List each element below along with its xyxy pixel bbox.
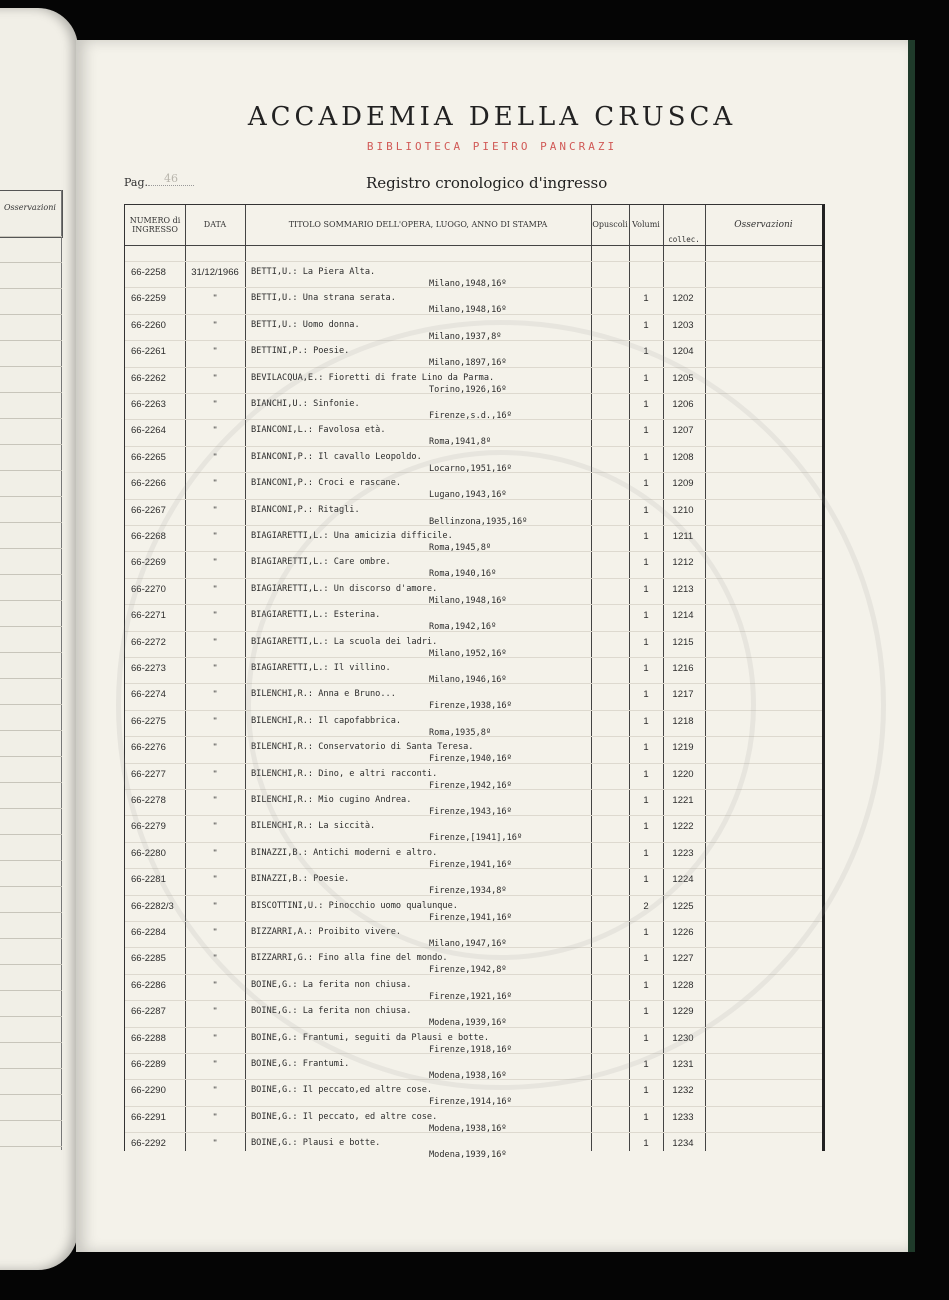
entry-number: 66-2267 xyxy=(131,504,166,516)
entry-volumes: 1 xyxy=(643,319,649,331)
entry-number: 66-2284 xyxy=(131,927,166,938)
entry-date: " xyxy=(213,1006,217,1018)
entry-title: BINAZZI,B.: Poesie. xyxy=(251,874,350,885)
entry-number: 66-2264 xyxy=(131,425,166,437)
entry-title: BIZZARRI,G.: Fino alla fine del mondo. xyxy=(251,953,448,964)
entry-volumes: 1 xyxy=(643,1032,649,1044)
entry-number: 66-2265 xyxy=(131,451,166,463)
entry-title: BOINE,G.: La ferita non chiusa. xyxy=(251,979,412,990)
entry-volumes: 1 xyxy=(643,425,649,437)
entry-collocation: 1226 xyxy=(672,927,694,938)
entry-title: BILENCHI,R.: Il capofabbrica. xyxy=(251,715,402,726)
entry-place: Milano,1952,16º xyxy=(429,648,507,659)
entry-number: 66-2260 xyxy=(131,319,166,331)
entry-number: 66-2271 xyxy=(131,610,166,622)
left-page-line xyxy=(0,366,62,367)
entry-collocation: 1208 xyxy=(672,451,694,463)
entry-title: BIZZARRI,A.: Proibito vivere. xyxy=(251,927,402,937)
left-page-line xyxy=(0,470,62,471)
entry-collocation: 1218 xyxy=(672,715,694,727)
entry-volumes: 1 xyxy=(643,293,649,305)
left-page-line xyxy=(0,262,62,263)
entry-place: Firenze,1942,16º xyxy=(429,780,512,791)
table-row xyxy=(125,340,822,367)
left-page-line xyxy=(0,496,62,497)
table-row xyxy=(125,1000,822,1027)
left-page-line xyxy=(0,392,62,393)
entry-date: " xyxy=(213,531,217,542)
left-page-line xyxy=(0,730,62,731)
col-head-volumi: Volumi xyxy=(632,220,660,230)
entry-number: 66-2285 xyxy=(131,953,166,965)
entry-date: " xyxy=(213,1032,217,1044)
left-page-header xyxy=(0,190,63,238)
col-head-titolo: TITOLO SOMMARIO DELL'OPERA, LUOGO, ANNO DI STAMPA xyxy=(288,220,548,230)
entry-place: Milano,1948,16º xyxy=(429,595,507,606)
entry-place: Milano,1948,16º xyxy=(429,305,507,316)
left-page-line xyxy=(0,990,62,991)
table-row xyxy=(125,895,822,922)
entry-title: BILENCHI,R.: Conservatorio di Santa Teresa. xyxy=(251,742,474,753)
entry-date: " xyxy=(213,319,217,331)
left-page-line xyxy=(0,678,62,679)
entry-place: Firenze,1940,16º xyxy=(429,754,512,765)
table-row xyxy=(125,1027,822,1054)
entry-volumes: 1 xyxy=(643,1006,649,1018)
left-page-line xyxy=(0,782,62,783)
entry-collocation: 1205 xyxy=(672,372,694,384)
entry-date: " xyxy=(213,821,217,833)
entry-title: BIANCONI,P.: Il cavallo Leopoldo. xyxy=(251,451,422,462)
table-row xyxy=(125,842,822,869)
entry-number: 66-2269 xyxy=(131,557,166,569)
entry-place: Milano,1937,8º xyxy=(429,331,502,342)
entry-number: 66-2275 xyxy=(131,715,166,727)
entry-volumes: 1 xyxy=(643,1085,649,1097)
entry-collocation: 1217 xyxy=(672,689,694,701)
left-page-line xyxy=(0,548,62,549)
entry-number: 66-2280 xyxy=(131,847,166,859)
entry-place: Modena,1939,16º xyxy=(429,1018,507,1029)
table-row xyxy=(125,1053,822,1080)
left-page-line xyxy=(0,808,62,809)
entry-place: Firenze,[1941],16º xyxy=(429,833,523,844)
table-row xyxy=(125,604,822,631)
left-page-line xyxy=(0,756,62,757)
table-row xyxy=(125,499,822,526)
page-number-label: Pag. xyxy=(124,176,149,189)
entry-date: " xyxy=(213,953,217,965)
left-page-line xyxy=(0,938,62,939)
entry-title: BINAZZI,B.: Antichi moderni e altro. xyxy=(251,847,438,858)
entry-number: 66-2279 xyxy=(131,821,166,833)
entry-collocation: 1204 xyxy=(672,346,694,358)
entry-volumes: 1 xyxy=(643,927,649,938)
entry-collocation: 1212 xyxy=(672,557,694,569)
entry-title: BIANCHI,U.: Sinfonie. xyxy=(251,399,360,409)
table-row xyxy=(125,578,822,605)
entry-place: Milano,1948,16º xyxy=(429,279,507,289)
entry-place: Bellinzona,1935,16º xyxy=(429,516,528,527)
entry-title: BIAGIARETTI,L.: La scuola dei ladri. xyxy=(251,636,438,647)
entry-title: BISCOTTINI,U.: Pinocchio uomo qualunque. xyxy=(251,900,458,911)
entry-collocation: 1213 xyxy=(672,583,694,595)
entry-title: BOINE,G.: Frantumi, seguiti da Plausi e botte. xyxy=(251,1032,489,1043)
table-row xyxy=(125,631,822,658)
col-head-numero: NUMERO di INGRESSO xyxy=(129,215,181,234)
col-head-opuscoli: Opuscoli xyxy=(592,220,628,230)
entry-volumes: 1 xyxy=(643,504,649,516)
entry-date: " xyxy=(213,742,217,754)
table-row xyxy=(125,367,822,394)
entry-place: Firenze,1941,16º xyxy=(429,859,512,870)
entry-collocation: 1215 xyxy=(672,636,694,648)
entry-title: BILENCHI,R.: Mio cugino Andrea. xyxy=(251,795,412,805)
left-page-line xyxy=(0,600,62,601)
entry-place: Firenze,1934,8º xyxy=(429,886,507,897)
entry-collocation: 1210 xyxy=(672,504,694,516)
entry-volumes: 1 xyxy=(643,689,649,701)
entry-collocation: 1203 xyxy=(672,319,694,331)
entry-collocation: 1219 xyxy=(672,742,694,754)
entry-collocation: 1231 xyxy=(672,1059,694,1070)
entry-collocation: 1221 xyxy=(672,795,694,806)
entry-date: " xyxy=(213,795,217,806)
entry-volumes: 1 xyxy=(643,847,649,859)
entry-date: " xyxy=(213,900,217,912)
table-row xyxy=(125,446,822,473)
entry-place: Roma,1935,8º xyxy=(429,727,492,738)
entry-date: " xyxy=(213,874,217,886)
entry-place: Milano,1897,16º xyxy=(429,358,507,369)
table-row xyxy=(125,947,822,974)
entry-volumes: 1 xyxy=(643,531,649,542)
entry-collocation: 1211 xyxy=(672,531,694,542)
entry-title: BIAGIARETTI,L.: Il villino. xyxy=(251,663,391,673)
entry-volumes: 1 xyxy=(643,451,649,463)
entry-date: " xyxy=(213,1138,217,1150)
entry-date: " xyxy=(213,689,217,701)
table-row xyxy=(125,314,822,341)
entry-place: Modena,1939,16º xyxy=(429,1150,507,1161)
left-page-line xyxy=(0,704,62,705)
entry-volumes: 1 xyxy=(643,663,649,674)
entry-volumes: 2 xyxy=(643,900,649,912)
table-row xyxy=(125,710,822,737)
entry-date: " xyxy=(213,1059,217,1070)
entry-number: 66-2259 xyxy=(131,293,166,305)
left-page-line xyxy=(0,964,62,965)
entry-place: Modena,1938,16º xyxy=(429,1123,507,1134)
entry-number: 66-2258 xyxy=(131,267,166,278)
left-page-rule xyxy=(61,190,62,1150)
table-row xyxy=(125,393,822,420)
entry-place: Firenze,1941,16º xyxy=(429,912,512,923)
entry-date: " xyxy=(213,1085,217,1097)
left-page-line xyxy=(0,340,62,341)
entry-place: Torino,1926,16º xyxy=(429,384,507,395)
entry-place: Milano,1947,16º xyxy=(429,939,507,949)
entry-title: BIANCONI,P.: Croci e rascane. xyxy=(251,478,402,489)
left-page-line xyxy=(0,1094,62,1095)
entry-date: " xyxy=(213,557,217,569)
entry-collocation: 1224 xyxy=(672,874,694,886)
entry-number: 66-2276 xyxy=(131,742,166,754)
entry-place: Firenze,s.d.,16º xyxy=(429,411,512,421)
entry-collocation: 1232 xyxy=(672,1085,694,1097)
entry-volumes: 1 xyxy=(643,742,649,754)
table-row xyxy=(125,472,822,499)
entry-date: " xyxy=(213,372,217,384)
left-page-line xyxy=(0,288,62,289)
table-row xyxy=(125,789,822,816)
entry-number: 66-2278 xyxy=(131,795,166,806)
entry-number: 66-2291 xyxy=(131,1111,166,1123)
entry-volumes: 1 xyxy=(643,874,649,886)
table-row xyxy=(125,419,822,446)
table-row xyxy=(125,683,822,710)
entry-date: " xyxy=(213,346,217,358)
entry-date: " xyxy=(213,847,217,859)
entry-volumes: 1 xyxy=(643,1059,649,1070)
entry-collocation: 1234 xyxy=(672,1138,694,1150)
entry-collocation: 1223 xyxy=(672,847,694,859)
col-head-data: DATA xyxy=(203,220,227,230)
entry-volumes: 1 xyxy=(643,583,649,595)
entry-title: BOINE,G.: Plausi e botte. xyxy=(251,1138,381,1149)
entry-title: BEVILACQUA,E.: Fioretti di frate Lino da Parma. xyxy=(251,372,495,383)
entry-date: " xyxy=(213,663,217,674)
table-row xyxy=(125,1132,822,1159)
entry-place: Firenze,1914,16º xyxy=(429,1097,512,1108)
entry-collocation: 1216 xyxy=(672,663,694,674)
table-row xyxy=(125,525,822,552)
book-cover-edge xyxy=(908,40,915,1252)
entry-place: Lugano,1943,16º xyxy=(429,490,507,501)
table-row xyxy=(125,261,822,288)
entry-place: Firenze,1938,16º xyxy=(429,701,512,712)
entry-title: BIAGIARETTI,L.: Care ombre. xyxy=(251,557,391,568)
register-title: Registro cronologico d'ingresso xyxy=(366,174,608,192)
entry-date: " xyxy=(213,451,217,463)
entry-title: BETTINI,P.: Poesie. xyxy=(251,346,350,357)
entry-number: 66-2288 xyxy=(131,1032,166,1044)
col-head-collocazione: collec. xyxy=(668,235,700,245)
table-row xyxy=(125,736,822,763)
entry-number: 66-2289 xyxy=(131,1059,166,1070)
entry-number: 66-2272 xyxy=(131,636,166,648)
entry-place: Firenze,1921,16º xyxy=(429,991,512,1002)
entry-date: " xyxy=(213,583,217,595)
entry-date: " xyxy=(213,715,217,727)
left-page-line xyxy=(0,418,62,419)
entry-number: 66-2266 xyxy=(131,478,166,490)
entry-date: " xyxy=(213,1111,217,1123)
table-row xyxy=(125,1106,822,1133)
entry-place: Firenze,1942,8º xyxy=(429,965,507,976)
left-page-line xyxy=(0,1016,62,1017)
entry-number: 66-2262 xyxy=(131,372,166,384)
entry-volumes: 1 xyxy=(643,979,649,991)
entry-number: 66-2292 xyxy=(131,1138,166,1150)
entry-volumes: 1 xyxy=(643,1138,649,1150)
table-row xyxy=(125,287,822,314)
entry-place: Roma,1940,16º xyxy=(429,569,497,580)
library-subtitle: BIBLIOTECA PIETRO PANCRAZI xyxy=(366,140,618,153)
entry-number: 66-2287 xyxy=(131,1006,166,1018)
left-page-line xyxy=(0,1146,62,1147)
entry-place: Modena,1938,16º xyxy=(429,1071,507,1081)
entry-place: Milano,1946,16º xyxy=(429,675,507,685)
entry-date: " xyxy=(213,478,217,490)
entry-collocation: 1225 xyxy=(672,900,694,912)
table-row xyxy=(125,974,822,1001)
entry-volumes: 1 xyxy=(643,636,649,648)
left-page-line xyxy=(0,444,62,445)
left-page-line xyxy=(0,236,62,237)
left-page-edge xyxy=(0,8,78,1270)
register-table xyxy=(124,204,825,1161)
entry-date: " xyxy=(213,979,217,991)
register-rows xyxy=(125,205,822,1161)
left-page-line xyxy=(0,522,62,523)
entry-number: 66-2281 xyxy=(131,874,166,886)
entry-volumes: 1 xyxy=(643,399,649,410)
entry-number: 66-2268 xyxy=(131,531,166,542)
entry-collocation: 1230 xyxy=(672,1032,694,1044)
left-page-line xyxy=(0,912,62,913)
entry-place: Roma,1945,8º xyxy=(429,543,492,553)
entry-collocation: 1202 xyxy=(672,293,694,305)
entry-place: Roma,1941,8º xyxy=(429,437,492,448)
left-page-line xyxy=(0,314,62,315)
left-page-line xyxy=(0,652,62,653)
entry-title: BIAGIARETTI,L.: Un discorso d'amore. xyxy=(251,583,438,594)
entry-collocation: 1222 xyxy=(672,821,694,833)
left-page-line xyxy=(0,574,62,575)
entry-title: BILENCHI,R.: La siccità. xyxy=(251,821,376,832)
entry-title: BETTI,U.: Uomo donna. xyxy=(251,319,360,330)
entry-volumes: 1 xyxy=(643,557,649,569)
left-page-line xyxy=(0,626,62,627)
entry-place: Roma,1942,16º xyxy=(429,622,497,633)
table-row xyxy=(125,921,822,948)
entry-number: 66-2263 xyxy=(131,399,166,410)
entry-volumes: 1 xyxy=(643,821,649,833)
register-page xyxy=(76,40,908,1252)
entry-collocation: 1214 xyxy=(672,610,694,622)
entry-date: 31/12/1966 xyxy=(191,267,239,278)
entry-date: " xyxy=(213,768,217,780)
entry-title: BOINE,G.: Il peccato, ed altre cose. xyxy=(251,1111,438,1122)
left-page-line xyxy=(0,1068,62,1069)
entry-number: 66-2290 xyxy=(131,1085,166,1097)
entry-collocation: 1229 xyxy=(672,1006,694,1018)
entry-title: BILENCHI,R.: Dino, e altri racconti. xyxy=(251,768,438,779)
entry-title: BIAGIARETTI,L.: Esterina. xyxy=(251,610,381,621)
entry-date: " xyxy=(213,927,217,938)
entry-number: 66-2273 xyxy=(131,663,166,674)
table-row xyxy=(125,551,822,578)
table-row xyxy=(125,763,822,790)
entry-collocation: 1206 xyxy=(672,399,694,410)
entry-place: Firenze,1918,16º xyxy=(429,1044,512,1055)
entry-title: BOINE,G.: Frantumi. xyxy=(251,1059,350,1069)
left-page-column-label: Osservazioni xyxy=(4,203,56,212)
entry-title: BOINE,G.: La ferita non chiusa. xyxy=(251,1006,412,1017)
entry-volumes: 1 xyxy=(643,346,649,358)
entry-title: BIANCONI,L.: Favolosa età. xyxy=(251,425,386,436)
entry-collocation: 1209 xyxy=(672,478,694,490)
left-page-line xyxy=(0,1120,62,1121)
entry-volumes: 1 xyxy=(643,1111,649,1123)
entry-date: " xyxy=(213,504,217,516)
institution-title: ACCADEMIA DELLA CRUSCA xyxy=(247,102,737,132)
entry-title: BILENCHI,R.: Anna e Bruno... xyxy=(251,689,396,700)
entry-title: BOINE,G.: Il peccato,ed altre cose. xyxy=(251,1085,433,1096)
entry-number: 66-2282/3 xyxy=(131,900,174,912)
entry-date: " xyxy=(213,425,217,437)
entry-collocation: 1220 xyxy=(672,768,694,780)
table-row xyxy=(125,815,822,842)
entry-volumes: 1 xyxy=(643,610,649,622)
left-page-line xyxy=(0,860,62,861)
entry-collocation: 1228 xyxy=(672,979,694,991)
entry-date: " xyxy=(213,636,217,648)
col-head-osservazioni: Osservazioni xyxy=(734,219,793,230)
entry-date: " xyxy=(213,610,217,622)
entry-volumes: 1 xyxy=(643,953,649,965)
left-page-line xyxy=(0,1042,62,1043)
entry-volumes: 1 xyxy=(643,768,649,780)
entry-collocation: 1227 xyxy=(672,953,694,965)
entry-number: 66-2270 xyxy=(131,583,166,595)
entry-number: 66-2286 xyxy=(131,979,166,991)
left-page-line xyxy=(0,886,62,887)
entry-collocation: 1233 xyxy=(672,1111,694,1123)
entry-title: BIAGIARETTI,L.: Una amicizia difficile. xyxy=(251,531,453,541)
entry-collocation: 1207 xyxy=(672,425,694,437)
entry-volumes: 1 xyxy=(643,715,649,727)
entry-place: Firenze,1943,16º xyxy=(429,807,512,817)
entry-volumes: 1 xyxy=(643,372,649,384)
entry-number: 66-2261 xyxy=(131,346,166,358)
entry-place: Locarno,1951,16º xyxy=(429,463,512,474)
entry-date: " xyxy=(213,293,217,305)
entry-date: " xyxy=(213,399,217,410)
entry-title: BETTI,U.: Una strana serata. xyxy=(251,293,396,304)
table-row xyxy=(125,1079,822,1106)
entry-number: 66-2274 xyxy=(131,689,166,701)
table-row xyxy=(125,657,822,684)
page-number-value: 46 xyxy=(148,172,194,186)
entry-title: BIANCONI,P.: Ritagli. xyxy=(251,504,360,515)
entry-title: BETTI,U.: La Piera Alta. xyxy=(251,267,376,277)
entry-volumes: 1 xyxy=(643,795,649,806)
table-row xyxy=(125,868,822,895)
left-page-line xyxy=(0,834,62,835)
entry-volumes: 1 xyxy=(643,478,649,490)
entry-number: 66-2277 xyxy=(131,768,166,780)
